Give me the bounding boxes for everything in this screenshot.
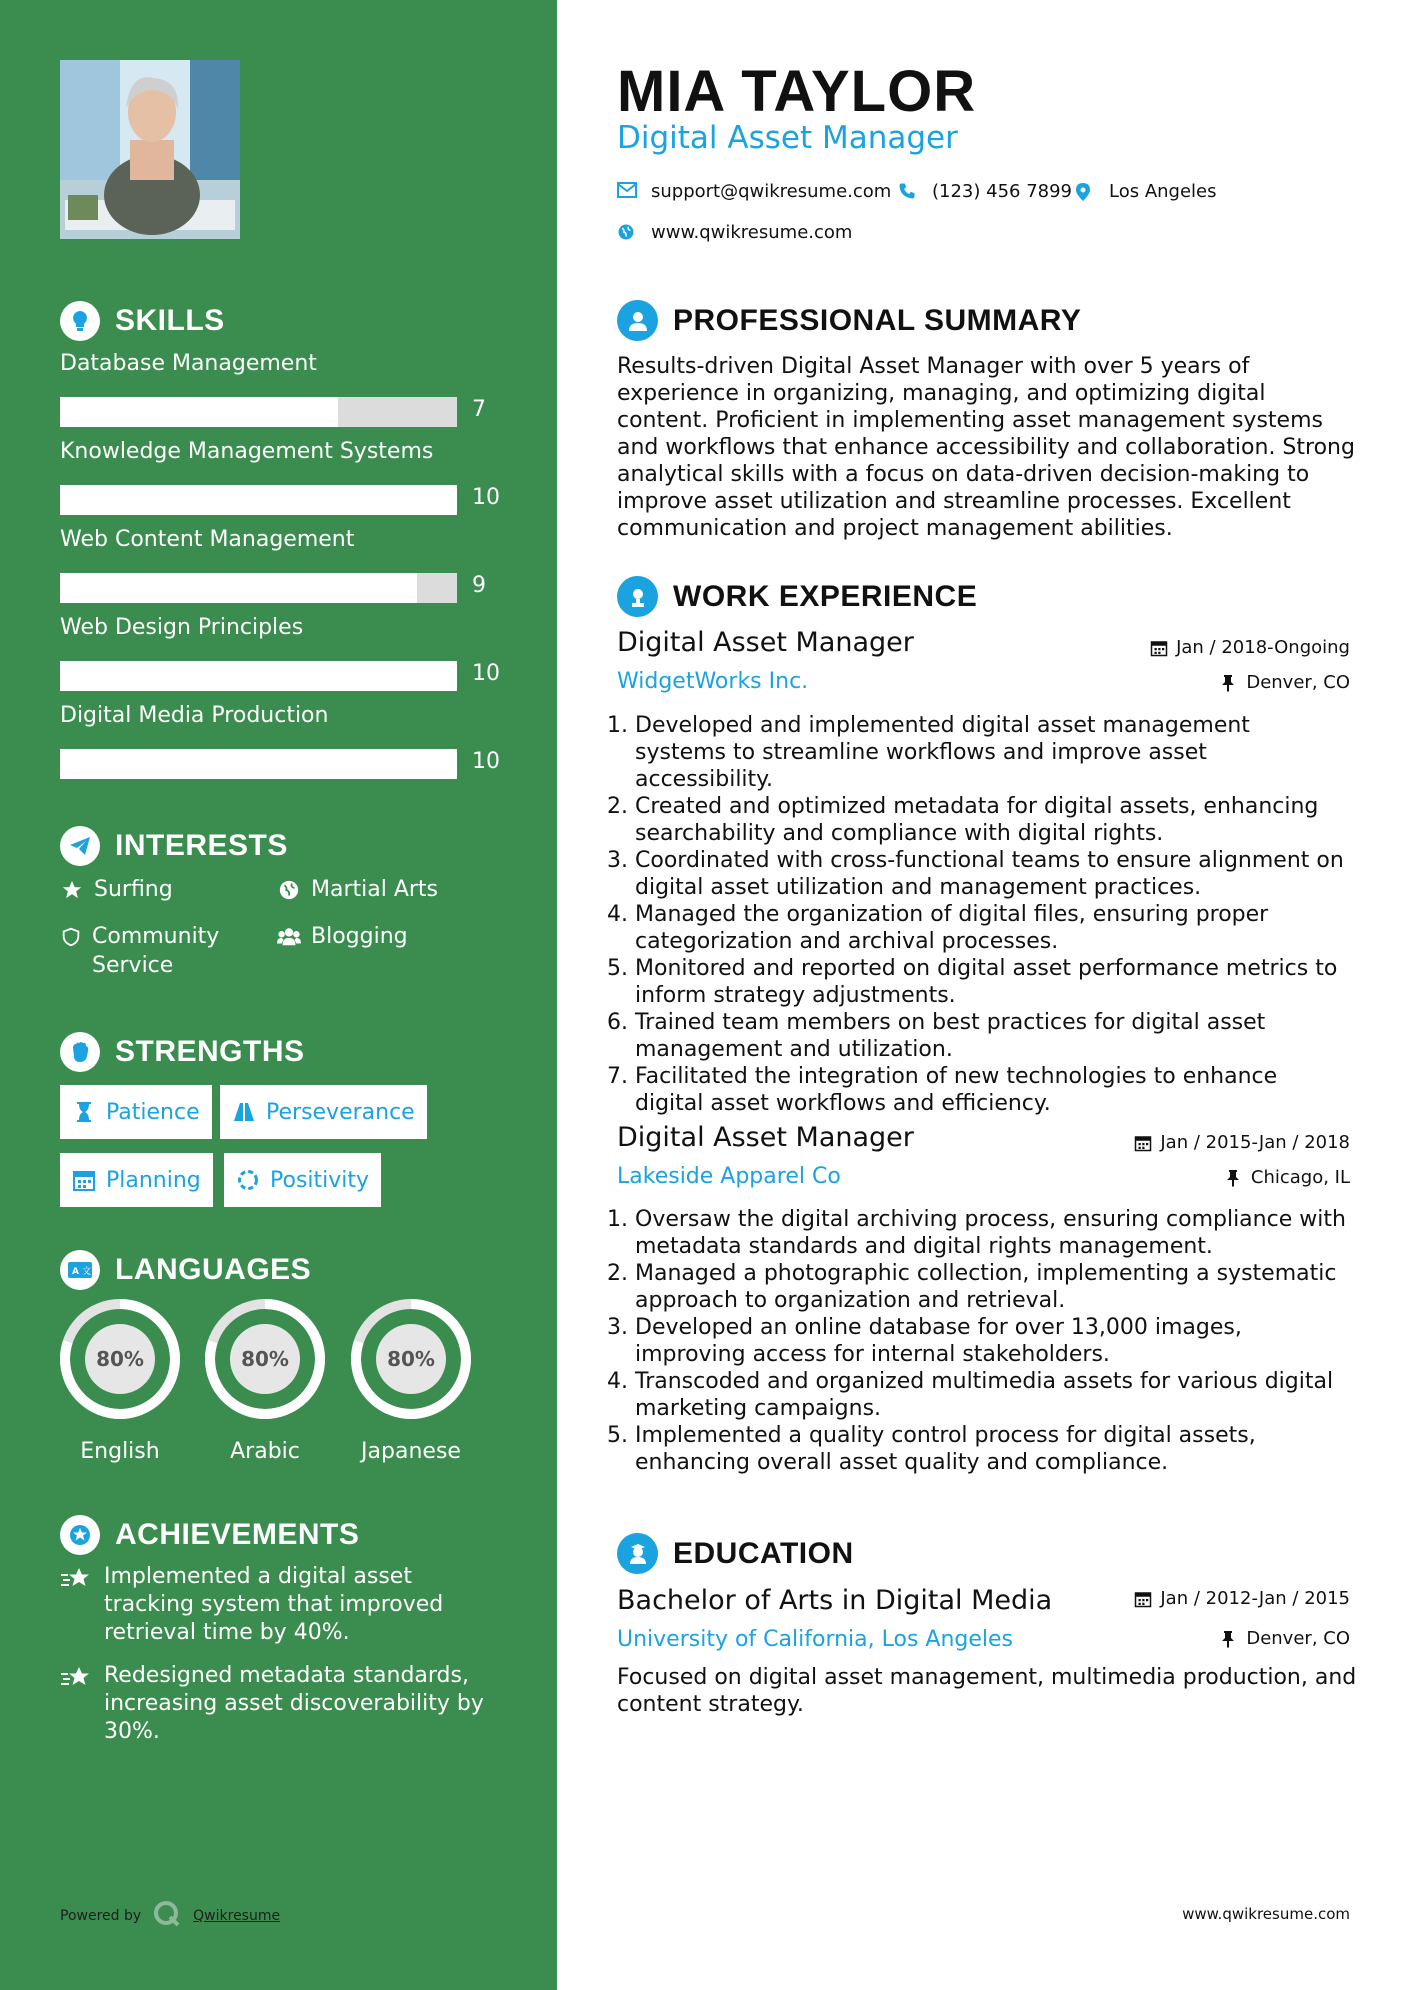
list-item: 2. Created and optimized metadata for digital assets, enhancing searchability and compliance with digital rights. [607,793,1347,847]
achievements-heading [60,1515,359,1555]
svg-text:A: A [72,1267,79,1277]
skill-level: 7 [472,397,486,422]
list-item: 4. Managed the organization of digital files, ensuring proper categorization and archival processes. [607,901,1347,955]
language-percent: 80% [96,1347,144,1371]
strength-chip [60,1085,212,1139]
language-name: English [80,1439,160,1464]
education-location [1220,1628,1350,1649]
qwikresume-link[interactable]: Qwikresume [193,1908,281,1924]
calendar-icon [1150,639,1168,657]
shield-icon [60,922,82,951]
bullet-text: Coordinated with cross-functional teams to ensure alignment on digital asset utilization and management practices. [635,848,1344,900]
interest-item [60,875,173,904]
skill-item [60,615,510,686]
pin-icon [1220,1630,1238,1648]
candidate-title: Digital Asset Manager [617,120,958,156]
strengths-heading [60,1032,305,1072]
interest-item [60,922,240,980]
bullet-text: Developed an online database for over 13,000 images, improving access for internal stakeholders. [635,1315,1242,1367]
language-icon [60,1250,100,1290]
job-dates-text: Jan / 2015-Jan / 2018 [1160,1132,1350,1153]
skill-item [60,527,510,598]
skill-level: 10 [472,485,500,510]
achievements-title: ACHIEVEMENTS [115,1518,360,1551]
bullet-text: Created and optimized metadata for digital assets, enhancing searchability and compliance with digital rights. [635,794,1319,846]
list-item: 4. Transcoded and organized multimedia assets for various digital marketing campaigns. [607,1368,1347,1422]
skill-item [60,703,510,774]
language-ring [349,1297,473,1421]
language-percent: 80% [387,1347,435,1371]
powered-by-label: Powered by [60,1908,142,1924]
briefcase-icon [617,576,658,617]
education-location-text: Denver, CO [1246,1628,1350,1649]
interest-item [277,922,408,951]
list-item: 7. Facilitated the integration of new technologies to enhance digital asset workflows and efficiency. [607,1063,1347,1117]
language-name: Japanese [361,1439,461,1464]
contact-website [617,222,852,243]
summary-heading [617,300,1081,341]
job-location-text: Denver, CO [1246,672,1350,693]
strength-label: Positivity [270,1167,370,1193]
skill-name: Database Management [60,351,317,376]
svg-text:文: 文 [82,1267,92,1277]
skill-level: 10 [472,749,500,774]
skill-bar [60,661,457,691]
calendar-icon [72,1168,96,1192]
skill-bar [60,749,457,779]
interests-title: INTERESTS [115,829,288,862]
skill-level: 10 [472,661,500,686]
bullet-text: Implemented a quality control process for digital assets, enhancing overall asset quality and compliance. [635,1423,1256,1475]
skill-item [60,439,510,510]
skill-name: Knowledge Management Systems [60,439,434,464]
bullet-text: Managed a photographic collection, implementing a systematic approach to organization and retrieval. [635,1261,1337,1313]
job-role: Digital Asset Manager [617,627,914,658]
skills-heading [60,301,225,341]
strength-chip [60,1153,213,1207]
list-item: 3. Developed an online database for over 13,000 images, improving access for internal stakeholders. [607,1314,1347,1368]
job-dates [1134,1132,1350,1153]
education-text: Focused on digital asset management, multimedia production, and content strategy. [617,1665,1357,1717]
language-percent: 80% [241,1347,289,1371]
bullet-text: Developed and implemented digital asset management systems to streamline workflows and improve asset accessibility. [635,713,1250,792]
pin-icon [1220,674,1238,692]
school: University of California, Los Angeles [617,1627,1014,1652]
candidate-name: MIA TAYLOR [617,59,977,124]
education-heading [617,1533,854,1574]
list-item: 2. Managed a photographic collection, implementing a systematic approach to organization and retrieval. [607,1260,1347,1314]
language-ring [58,1297,182,1421]
bullet-text: Transcoded and organized multimedia assets for various digital marketing campaigns. [635,1369,1334,1421]
fist-icon [60,1032,100,1072]
skill-item [60,351,510,422]
strength-chip [224,1153,381,1207]
shooting-star-icon [60,1565,92,1593]
skill-name: Web Design Principles [60,615,304,640]
skill-bar-fill [60,397,338,427]
skill-name: Web Content Management [60,527,355,552]
skill-bar-fill [60,485,457,515]
language-item [349,1297,473,1464]
star-icon [60,875,84,904]
qwikresume-logo-icon [153,1900,181,1932]
job-bullets [607,712,1347,1117]
powered-by [60,1900,280,1932]
job-company: Lakeside Apparel Co [617,1164,841,1189]
profile-photo [60,60,240,239]
star-badge-icon [60,1515,100,1555]
calendar-icon [1134,1590,1152,1608]
job-bullets [607,1206,1347,1476]
strength-label: Patience [106,1099,200,1125]
interest-item [277,875,438,904]
road-icon [232,1100,256,1124]
paper-plane-icon [60,826,100,866]
location-text: Los Angeles [1109,181,1217,202]
education-dates-text: Jan / 2012-Jan / 2015 [1160,1588,1350,1609]
strengths-title: STRENGTHS [115,1035,305,1068]
list-item: 1. Developed and implemented digital asset management systems to streamline workflows and improve asset accessibility. [607,712,1347,793]
language-ring [203,1297,327,1421]
job-location [1225,1167,1350,1188]
hourglass-icon [72,1100,96,1124]
languages-heading [60,1250,311,1290]
interest-label: Martial Arts [311,877,439,902]
education-dates [1134,1588,1350,1609]
map-marker-icon [1075,182,1095,202]
contact-location [1075,181,1217,202]
skills-title: SKILLS [115,304,225,337]
degree: Bachelor of Arts in Digital Media [617,1585,1053,1616]
bullet-text: Facilitated the integration of new technologies to enhance digital asset workflows and efficiency. [635,1064,1278,1116]
job-role: Digital Asset Manager [617,1122,914,1153]
job-dates [1150,637,1350,658]
skill-name: Digital Media Production [60,703,329,728]
job-dates-text: Jan / 2018-Ongoing [1176,637,1350,658]
globe-icon [617,223,637,243]
language-name: Arabic [230,1439,300,1464]
bullet-text: Monitored and reported on digital asset performance metrics to inform strategy adjustments. [635,956,1338,1008]
achievement-item [60,1563,500,1647]
bullet-text: Trained team members on best practices for digital asset management and utilization. [635,1010,1266,1062]
list-item: 1. Oversaw the digital archiving process, ensuring compliance with metadata standards and digital rights management. [607,1207,1346,1259]
footer-website[interactable]: www.qwikresume.com [1182,1905,1350,1923]
language-item [58,1297,182,1464]
list-item: 3. Coordinated with cross-functional teams to ensure alignment on digital asset utilization and management practices. [607,847,1347,901]
skill-bar-fill [60,661,457,691]
email-text: support@qwikresume.com [651,181,892,202]
strength-chip [220,1085,427,1139]
phone-text: (123) 456 7899 [932,181,1073,202]
language-item [203,1297,327,1464]
achievement-text: Redesigned metadata standards, increasing asset discoverability by 30%. [104,1663,484,1744]
graduation-icon [617,1533,658,1574]
experience-title: WORK EXPERIENCE [673,579,978,613]
envelope-icon [617,182,637,202]
summary-title: PROFESSIONAL SUMMARY [673,303,1082,337]
interest-label: Blogging [311,924,408,949]
circle-notch-icon [236,1168,260,1192]
pin-icon [1225,1169,1243,1187]
skill-bar [60,485,457,515]
phone-icon [898,182,918,202]
skill-bar-fill [60,573,417,603]
skill-bar [60,397,457,427]
users-icon [277,922,301,951]
list-item: 5. Monitored and reported on digital asset performance metrics to inform strategy adjustments. [607,955,1347,1009]
sidebar [0,0,557,1990]
achievement-text: Implemented a digital asset tracking system that improved retrieval time by 40%. [104,1564,444,1645]
lightbulb-icon [60,301,100,341]
languages-title: LANGUAGES [115,1253,312,1286]
skill-bar [60,573,457,603]
education-title: EDUCATION [673,1536,854,1570]
summary-text: Results-driven Digital Asset Manager with over 5 years of experience in organizing, managing, and optimizing digital content. Proficient in implementing asset management systems and workflows that enhance accessibility and collaboration. Strong analytical skills with a focus on data-driven decision-making to improve asset utilization and streamline processes. Excellent communication and project management abilities. [617,354,1355,541]
globe-icon [277,875,301,904]
calendar-icon [1134,1134,1152,1152]
list-item: 5. Implemented a quality control process for digital assets, enhancing overall asset quality and compliance. [607,1422,1347,1476]
bullet-text: Oversaw the digital archiving process, ensuring compliance with metadata standards and digital rights management. [635,1207,1346,1259]
skill-bar-fill [60,749,457,779]
contact-phone [898,181,1072,202]
job-location-text: Chicago, IL [1250,1167,1350,1188]
job-location [1220,672,1350,693]
skill-level: 9 [472,573,486,598]
list-item: 6. Trained team members on best practices for digital asset management and utilization. [607,1009,1347,1063]
website-text: www.qwikresume.com [651,222,853,243]
strength-label: Planning [106,1167,201,1193]
shooting-star-icon [60,1664,92,1692]
strength-label: Perseverance [266,1099,415,1125]
user-icon [617,300,658,341]
job-company: WidgetWorks Inc. [617,669,809,694]
bullet-text: Managed the organization of digital files, ensuring proper categorization and archival processes. [635,902,1269,954]
experience-heading [617,576,977,617]
contact-email [617,181,891,202]
achievement-item [60,1662,500,1746]
interests-heading [60,826,288,866]
interest-label: Community Service [92,924,220,978]
interest-label: Surfing [94,877,173,902]
